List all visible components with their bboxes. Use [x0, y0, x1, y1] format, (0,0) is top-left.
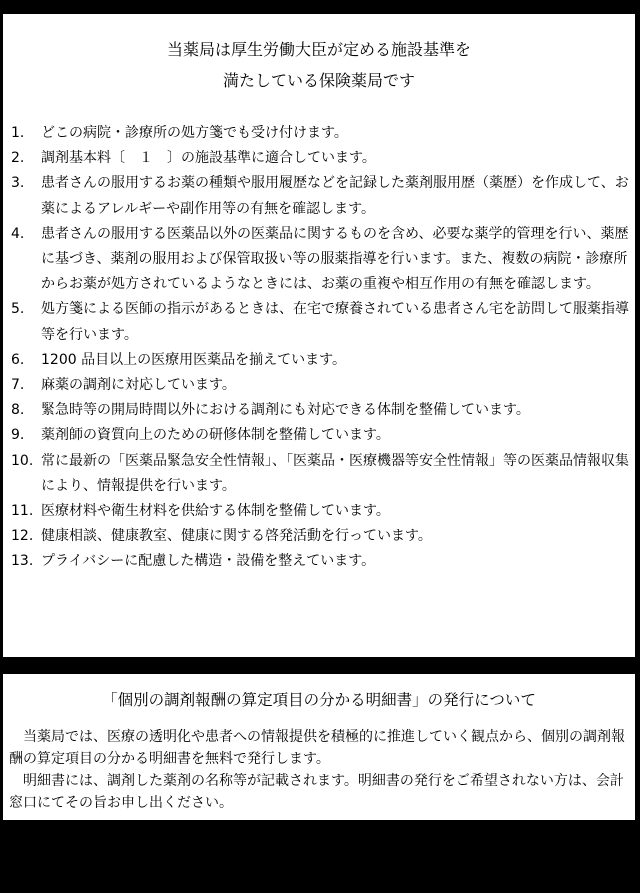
list-item: [3, 524, 635, 549]
item-number: 3.: [11, 175, 25, 192]
list-item: [3, 398, 635, 423]
item-number: 6.: [11, 351, 25, 368]
item-text: 薬剤師の資質向上のための研修体制を整備しています。: [41, 427, 390, 444]
item-number: 2.: [11, 150, 25, 167]
facility-standards-heading: [3, 34, 635, 96]
notice-paragraph-1: 当薬局では、医療の透明化や患者への情報提供を積極的に推進していく観点から、個別の調剤報酬の算定項目の分かる明細書を無料で発行します。: [9, 729, 625, 767]
heading-line-1: 当薬局は厚生労働大臣が定める施設基準を: [166, 40, 471, 59]
list-item: [3, 499, 635, 524]
item-text: 常に最新の「医薬品緊急安全性情報」、「医薬品・医療機器等安全性情報」等の医薬品情報収集により、情報提供を行います。: [41, 452, 629, 494]
item-number: 13.: [11, 553, 34, 570]
list-item: [3, 222, 635, 298]
item-text: 患者さんの服用するお薬の種類や服用履歴などを記録した薬剤服用歴（薬歴）を作成して、お薬によるアレルギーや副作用等の有無を確認します。: [41, 175, 629, 217]
item-number: 12.: [11, 528, 34, 545]
item-number: 5.: [11, 301, 25, 318]
notice-paragraph-2: 明細書には、調剤した薬剤の名称等が記載されます。明細書の発行をご希望されない方は、会計窓口にてその旨お申し出ください。: [9, 773, 624, 811]
item-text: 患者さんの服用する医薬品以外の医薬品に関するものを含め、必要な薬学的管理を行い、薬歴に基づき、薬剤の服用および保管取扱い等の服薬指導を行います。また、複数の病院・診療所からお薬が処方されているようなときには、お薬の重複や相互作用の有無を確認します。: [41, 225, 629, 293]
list-item: [3, 549, 635, 574]
item-number: 9.: [11, 427, 25, 444]
facility-standards-panel: [3, 14, 635, 657]
item-number: 7.: [11, 377, 25, 394]
list-item: [3, 373, 635, 398]
item-text: 1200 品目以上の医療用医薬品を揃えています。: [41, 351, 346, 368]
statement-notice-panel: [3, 674, 635, 820]
standards-list: [3, 121, 635, 575]
item-text: 処方箋による医師の指示があるときは、在宅で療養されている患者さん宅を訪問して服薬指導等を行います。: [41, 301, 629, 343]
list-item: [3, 171, 635, 221]
item-number: 4.: [11, 225, 25, 242]
item-text: プライバシーに配慮した構造・設備を整えています。: [41, 553, 376, 570]
list-item: [3, 423, 635, 448]
item-text: 医療材料や衛生材料を供給する体制を整備しています。: [41, 503, 390, 520]
notice-body: [9, 726, 631, 814]
heading-line-2: 満たしている保険薬局です: [222, 71, 415, 90]
list-item: [3, 348, 635, 373]
list-item: [3, 146, 635, 171]
item-number: 1.: [11, 125, 25, 141]
item-text: どこの病院・診療所の処方箋でも受け付けます。: [41, 125, 348, 141]
list-item: [3, 297, 635, 347]
list-item: [3, 121, 635, 146]
notice-title: 「個別の調剤報酬の算定項目の分かる明細書」の発行について: [102, 691, 536, 709]
item-number: 11.: [11, 503, 34, 520]
item-text: 麻薬の調剤に対応しています。: [41, 377, 236, 394]
item-number: 10.: [11, 452, 34, 469]
item-number: 8.: [11, 402, 25, 419]
list-item: [3, 449, 635, 499]
item-text: 調剤基本料〔 １ 〕の施設基準に適合しています。: [41, 150, 376, 167]
item-text: 緊急時等の開局時間以外における調剤にも対応できる体制を整備しています。: [41, 402, 530, 419]
item-text: 健康相談、健康教室、健康に関する啓発活動を行っています。: [41, 528, 432, 545]
